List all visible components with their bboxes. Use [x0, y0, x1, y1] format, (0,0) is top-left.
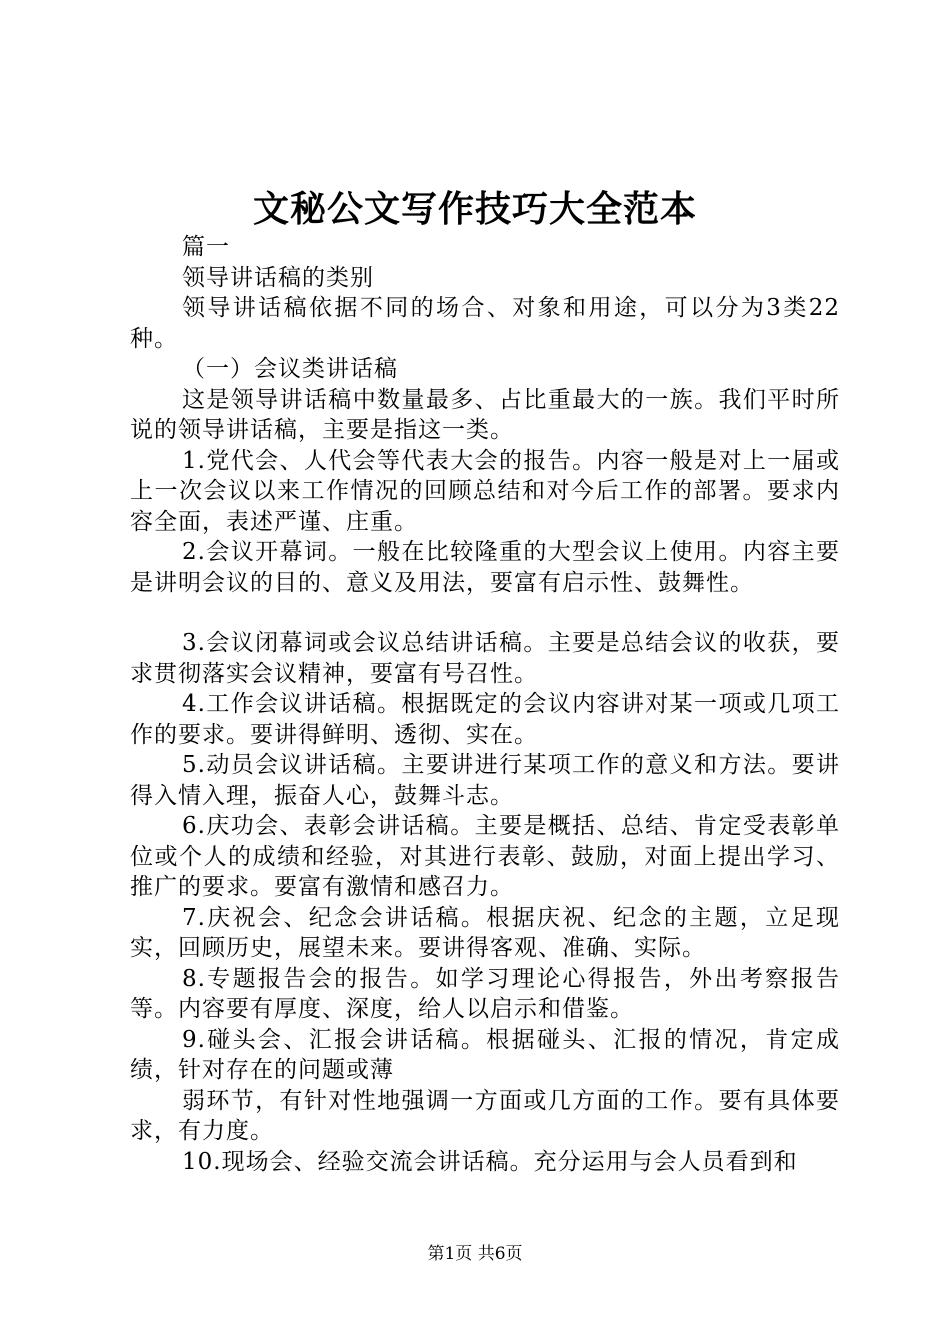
paragraph-item-10: 10.现场会、经验交流会讲话稿。充分运用与会人员看到和 [182, 1148, 798, 1175]
page-footer: 第1页 共6页 [427, 1244, 523, 1264]
paragraph-item-9: 9.碰头会、汇报会讲话稿。根据碰头、汇报的情况，肯定成绩，针对存在的问题或薄 [130, 1026, 840, 1083]
paragraph: 这是领导讲话稿中数量最多、占比重最大的一族。我们平时所说的领导讲话稿，主要是指这一类。 [130, 386, 840, 443]
paragraph-heading: 领导讲话稿的类别 [182, 264, 374, 291]
paragraph-item-1: 1.党代会、人代会等代表大会的报告。内容一般是对上一届或上一次会议以来工作情况的回顾总结和对今后工作的部署。要求内容全面，表述严谨、庄重。 [130, 447, 840, 535]
paragraph-continuation: 弱环节，有针对性地强调一方面或几方面的工作。要有具体要求，有力度。 [130, 1087, 840, 1144]
paragraph-section-label: 篇一 [182, 234, 230, 260]
paragraph-item-6: 6.庆功会、表彰会讲话稿。主要是概括、总结、肯定受表彰单位或个人的成绩和经验，对其进行表彰、鼓励，对面上提出学习、推广的要求。要富有激情和感召力。 [130, 813, 840, 900]
paragraph-item-7: 7.庆祝会、纪念会讲话稿。根据庆祝、纪念的主题，立足现实，回顾历史，展望未来。要讲得客观、准确、实际。 [130, 904, 840, 961]
paragraph-item-5: 5.动员会议讲话稿。主要讲进行某项工作的意义和方法。要讲得入情入理，振奋人心，鼓舞斗志。 [130, 752, 840, 809]
paragraph-item-2: 2.会议开幕词。一般在比较隆重的大型会议上使用。内容主要是讲明会议的目的、意义及用法，要富有启示性、鼓舞性。 [130, 539, 840, 596]
paragraph-item-8: 8.专题报告会的报告。如学习理论心得报告，外出考察报告等。内容要有厚度、深度，给人以启示和借鉴。 [130, 965, 840, 1022]
document-body [130, 232, 840, 1177]
paragraph: 领导讲话稿依据不同的场合、对象和用途，可以分为3类22种。 [130, 295, 840, 352]
paragraph-subheading: （一）会议类讲话稿 [182, 356, 398, 382]
paragraph-item-3: 3.会议闭幕词或会议总结讲话稿。主要是总结会议的收获，要求贯彻落实会议精神，要富有号召性。 [130, 630, 840, 687]
paragraph-item-4: 4.工作会议讲话稿。根据既定的会议内容讲对某一项或几项工作的要求。要讲得鲜明、透彻、实在。 [130, 691, 840, 748]
document-title: 文秘公文写作技巧大全范本 [252, 188, 697, 230]
